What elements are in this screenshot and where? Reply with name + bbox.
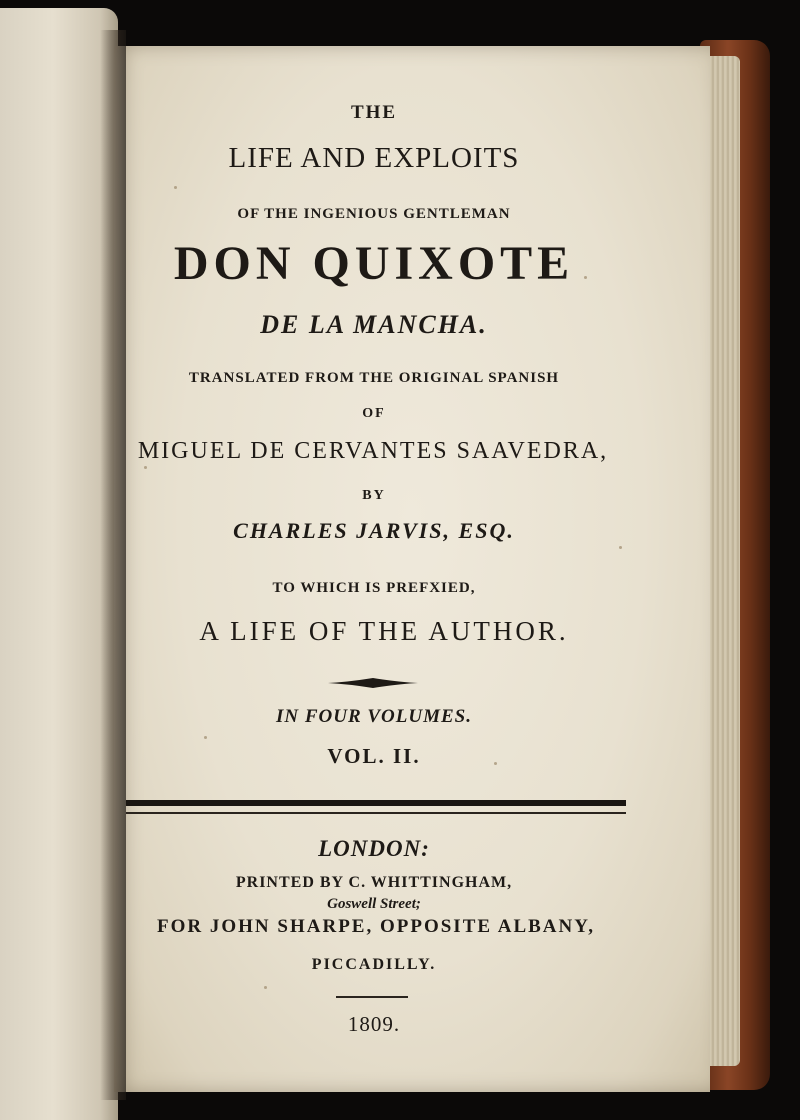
short-rule <box>336 996 408 998</box>
thin-rule <box>126 812 626 814</box>
foxing-speck <box>144 466 147 469</box>
imprint-publisher: FOR JOHN SHARPE, OPPOSITE ALBANY, <box>157 916 595 937</box>
foxing-speck <box>584 276 587 279</box>
by-line: BY <box>362 488 386 503</box>
imprint-city: LONDON: <box>318 836 430 861</box>
book-gutter-shadow <box>100 30 126 1100</box>
ornament-icon <box>328 676 418 690</box>
prefixed-line: TO WHICH IS PREFXIED, <box>272 580 476 596</box>
foxing-speck <box>264 986 267 989</box>
foxing-speck <box>619 546 622 549</box>
thick-rule <box>126 800 626 806</box>
title-de-la-mancha: DE LA MANCHA. <box>260 310 488 339</box>
title-don-quixote: DON QUIXOTE <box>173 237 575 290</box>
imprint-printer-street: Goswell Street; <box>327 896 421 912</box>
life-of-author-line: A LIFE OF THE AUTHOR. <box>199 616 569 646</box>
foxing-speck <box>174 186 177 189</box>
imprint-year: 1809. <box>347 1012 401 1036</box>
title-page <box>114 46 710 1092</box>
title-the: THE <box>350 102 398 123</box>
translated-line: TRANSLATED FROM THE ORIGINAL SPANISH <box>188 370 560 386</box>
imprint-printer: PRINTED BY C. WHITTINGHAM, <box>235 874 513 891</box>
imprint-publisher-street: PICCADILLY. <box>311 956 437 973</box>
foxing-speck <box>494 762 497 765</box>
of-line: OF <box>362 406 386 421</box>
in-four-volumes: IN FOUR VOLUMES. <box>275 706 472 727</box>
title-of-the-ingenious: OF THE INGENIOUS GENTLEMAN <box>237 206 511 222</box>
translator-name: CHARLES JARVIS, ESQ. <box>233 518 515 543</box>
volume-number: VOL. II. <box>327 744 421 768</box>
title-life-and-exploits: LIFE AND EXPLOITS <box>228 142 520 174</box>
foxing-speck <box>204 736 207 739</box>
author-name: MIGUEL DE CERVANTES SAAVEDRA, <box>137 438 609 464</box>
